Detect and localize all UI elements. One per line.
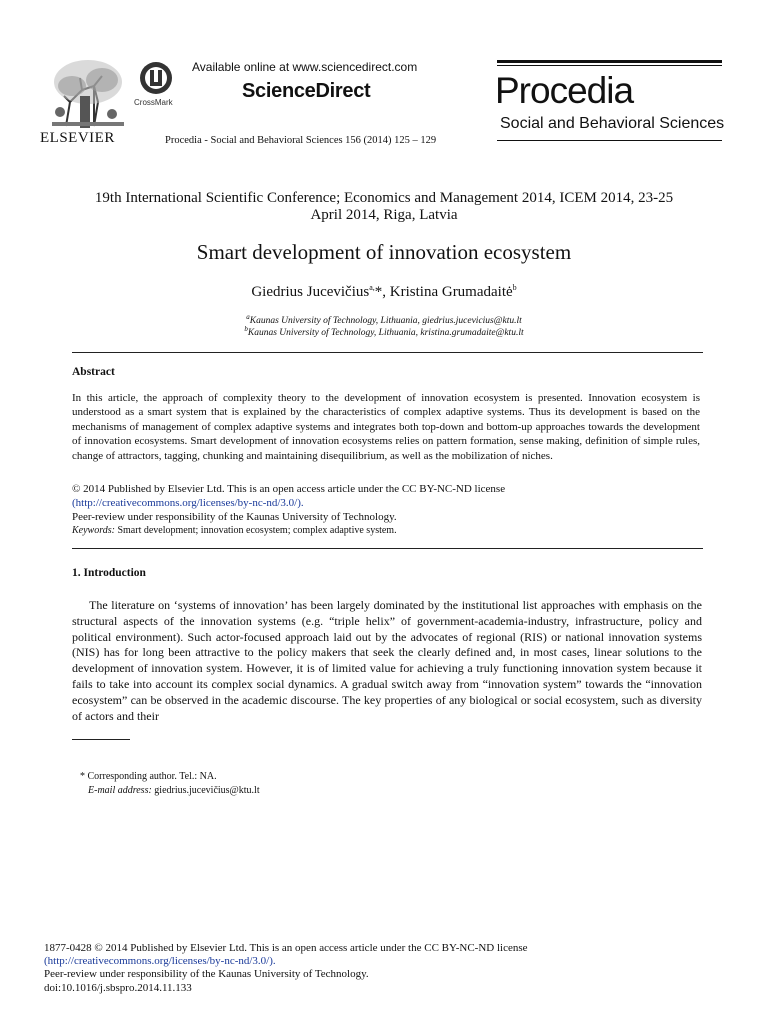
conference-info bbox=[60, 190, 708, 224]
author-2-affil-mark: b bbox=[512, 283, 517, 292]
issn-copyright-line: 1877-0428 © 2014 Published by Elsevier Ltd. This is an open access article under the CC BY-NC-ND license bbox=[44, 942, 528, 954]
available-online-text[interactable]: Available online at www.sciencedirect.com bbox=[192, 60, 418, 74]
email-note bbox=[88, 785, 260, 796]
bottom-publisher-info bbox=[44, 942, 528, 995]
copyright-line: © 2014 Published by Elsevier Ltd. This is an open access article under the CC BY-NC-ND license bbox=[72, 483, 506, 495]
conference-line-1: 19th International Scientific Conference; Economics and Management 2014, ICEM 2014, 23-25 bbox=[94, 190, 674, 206]
abstract-bottom-rule bbox=[72, 548, 703, 549]
abstract-heading: Abstract bbox=[72, 366, 115, 378]
journal-citation: Procedia - Social and Behavioral Sciences 156 (2014) 125 – 129 bbox=[165, 135, 437, 146]
footnote-rule bbox=[72, 739, 130, 740]
abstract-body: In this article, the approach of complexity theory to the development of innovation ecosystem is presented. Innovation ecosystem is understood as a smart system that is explained by the characteristics of complex adaptive systems. Thus its development is based on the mechanisms of management of complex adaptive systems and integrates both top-down and bottom-up approaches towards the development of innovation ecosystems. Smart development of innovation ecosystems relies on pattern formation, sense making, definition of simple rules, change of attractors, tagging, chunking and maintaining disequilibrium, as well as the mobilization of niches. bbox=[72, 392, 700, 462]
conference-line-2: April 2014, Riga, Latvia bbox=[310, 207, 458, 223]
author-1-affil-mark: a, bbox=[369, 283, 375, 292]
authors bbox=[40, 283, 728, 301]
procedia-title: Procedia bbox=[495, 70, 634, 111]
introduction-heading: 1. Introduction bbox=[72, 567, 146, 579]
procedia-bottom-rule bbox=[497, 140, 722, 141]
crossmark-label: CrossMark bbox=[134, 98, 173, 107]
sciencedirect-logo[interactable]: ScienceDirect bbox=[242, 80, 371, 102]
abstract-top-rule bbox=[72, 352, 703, 353]
bottom-peer-review-line: Peer-review under responsibility of the Kaunas University of Technology. bbox=[44, 968, 369, 981]
peer-review-line: Peer-review under responsibility of the Kaunas University of Technology. bbox=[72, 511, 397, 523]
keywords-text: Smart development; innovation ecosystem; complex adaptive system. bbox=[114, 525, 397, 536]
doi-line[interactable]: doi:10.1016/j.sbspro.2014.11.133 bbox=[44, 981, 192, 994]
corresponding-author-note: * Corresponding author. Tel.: NA. bbox=[80, 771, 217, 782]
author-1-corresponding-mark: *, bbox=[374, 284, 390, 300]
affil-a-text: Kaunas University of Technology, Lithuania, giedrius.jucevicius@ktu.lt bbox=[249, 316, 522, 327]
email-label: E-mail address: bbox=[88, 785, 152, 796]
license-link[interactable]: (http://creativecommons.org/licenses/by-nc-nd/3.0/). bbox=[72, 497, 304, 509]
affil-a-mark: a bbox=[246, 313, 250, 321]
introduction-body: The literature on ‘systems of innovation’ has been largely dominated by the institutional list approaches with emphasis on the structural aspects of the innovation systems (e.g. “triple helix” of government-academia-industry, infrastructure, policy and political environment). Such actor-focused approach laid out by the advocates of regional (RIS) or national innovation systems (NIS) has for long been attractive to the policy makers that seek the clearly defined and, in most cases, linear solutions to the development of innovation system. However, it is of limited value for achieving a truly functioning innovation system because it fails to take into account its complex social dynamics. A gradual switch away from “innovation system” towards the “innovation ecosystem” can be observed in the academic discourse. The key properties of any biological or social ecosystem, such as diversity of actors and their bbox=[72, 598, 702, 723]
affil-b-mark: b bbox=[244, 325, 248, 333]
elsevier-wordmark: ELSEVIER bbox=[40, 130, 115, 146]
bottom-license-link[interactable]: (http://creativecommons.org/licenses/by-nc-nd/3.0/). bbox=[44, 955, 276, 968]
keywords-label: Keywords: bbox=[72, 525, 115, 536]
procedia-top-rule bbox=[497, 60, 722, 63]
paper-title: Smart development of innovation ecosystem bbox=[196, 240, 572, 264]
procedia-top-rule-thin bbox=[497, 65, 722, 66]
keywords bbox=[72, 524, 397, 538]
author-1: Giedrius Jucevičius bbox=[251, 284, 370, 300]
affil-b-text: Kaunas University of Technology, Lithuania, kristina.grumadaite@ktu.lt bbox=[247, 328, 524, 339]
procedia-subtitle: Social and Behavioral Sciences bbox=[500, 115, 725, 132]
email-address[interactable]: giedrius.jucevičius@ktu.lt bbox=[151, 785, 260, 796]
author-2: Kristina Grumadaitė bbox=[389, 284, 513, 300]
affiliation-b bbox=[40, 325, 728, 338]
